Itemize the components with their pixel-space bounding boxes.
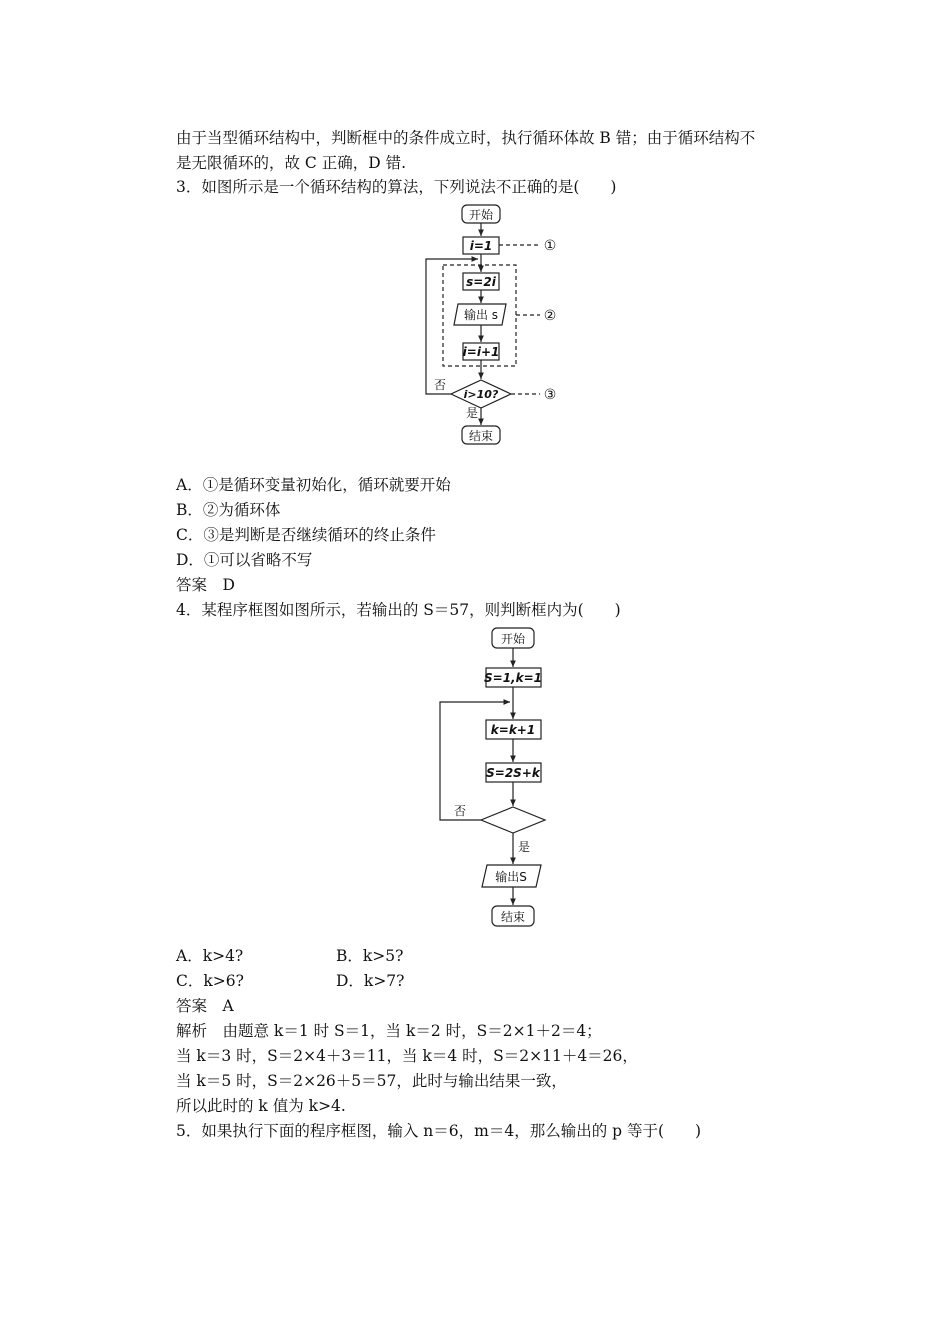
q3-option-d: D．①可以省略不写 [176,551,313,569]
q3-option-a: A．①是循环变量初始化，循环就要开始 [176,476,451,494]
flow2-end-terminal [492,906,534,926]
flow2-output-parallelogram [482,865,541,887]
flow2-start-terminal [492,628,534,648]
flow1-init-box [463,237,499,254]
flow2-no-label: 否 [453,804,467,818]
q4-option-d: D．k>7? [336,972,405,990]
flow2-assign-label: S=2S+k [486,766,540,780]
flow1-output-parallelogram [454,304,506,325]
flow2-assign-box [486,763,541,782]
flow1-yes-label: 是 [465,406,479,420]
flow2-decision-diamond [481,807,545,833]
flow1-end-label: 结束 [468,429,494,443]
flow1-init-label: i=1 [469,239,493,253]
flow2-end-label: 结束 [500,910,526,924]
flow1-mark-3: ③ [543,387,557,403]
q3-option-c: C．③是判断是否继续循环的终止条件 [176,526,436,544]
flow2-start-label: 开始 [500,632,526,646]
flow1-incr-box [463,343,499,360]
q4-analysis-line-3: 当 k＝5 时，S＝2×26＋5＝57，此时与输出结果一致， [176,1072,567,1090]
flow1-start-terminal [462,205,500,223]
flow1-assign-label: s=2i [466,275,496,289]
flow1-incr-label: i=i+1 [462,345,500,359]
flow2-init-box [486,668,541,687]
q3-answer: 答案 D [176,576,235,594]
q4-option-c: C．k>6? [176,972,244,990]
question-4: 4．某程序框图如图所示，若输出的 S＝57，则判断框内为( ) [176,601,621,619]
q4-analysis-line-4: 所以此时的 k 值为 k>4. [176,1097,346,1115]
flow2-init-label: S=1,k=1 [484,671,542,685]
flow1-no-label: 否 [433,378,447,392]
flow1-assign-box [463,273,499,290]
question-3: 3．如图所示是一个循环结构的算法，下列说法不正确的是( ) [176,178,617,196]
flow1-mark-1: ① [543,238,557,254]
question-5: 5．如果执行下面的程序框图，输入 n＝6，m＝4，那么输出的 p 等于( ) [176,1122,702,1140]
flow1-mark-2: ② [543,308,557,324]
flow1-start-label: 开始 [468,208,494,222]
q4-analysis-line-1: 解析 由题意 k＝1 时 S＝1，当 k＝2 时，S＝2×1＋2＝4； [176,1022,602,1040]
flow1-cond-label: i>10? [463,388,499,401]
paragraph-line-2: 是无限循环的，故 C 正确，D 错. [176,154,406,172]
q4-answer: 答案 A [176,997,234,1015]
flow1-decision-diamond [451,380,511,408]
q3-option-b: B．②为循环体 [176,501,281,519]
flow2-incr-label: k=k+1 [490,723,536,737]
paragraph-line-1: 由于当型循环结构中，判断框中的条件成立时，执行循环体故 B 错；由于循环结构不 [176,129,756,147]
q4-option-a: A．k>4? [176,947,244,965]
flow1-end-terminal [462,426,500,444]
flow2-incr-box [486,720,541,739]
flow1-loop-body-frame [443,265,516,366]
q4-analysis-line-2: 当 k＝3 时，S＝2×4＋3＝11，当 k＝4 时，S＝2×11＋4＝26， [176,1047,638,1065]
flow2-output-label: 输出S [495,870,527,884]
q4-option-b: B．k>5? [336,947,404,965]
flow2-yes-label: 是 [517,840,531,854]
flow1-output-label: 输出 s [463,308,499,322]
